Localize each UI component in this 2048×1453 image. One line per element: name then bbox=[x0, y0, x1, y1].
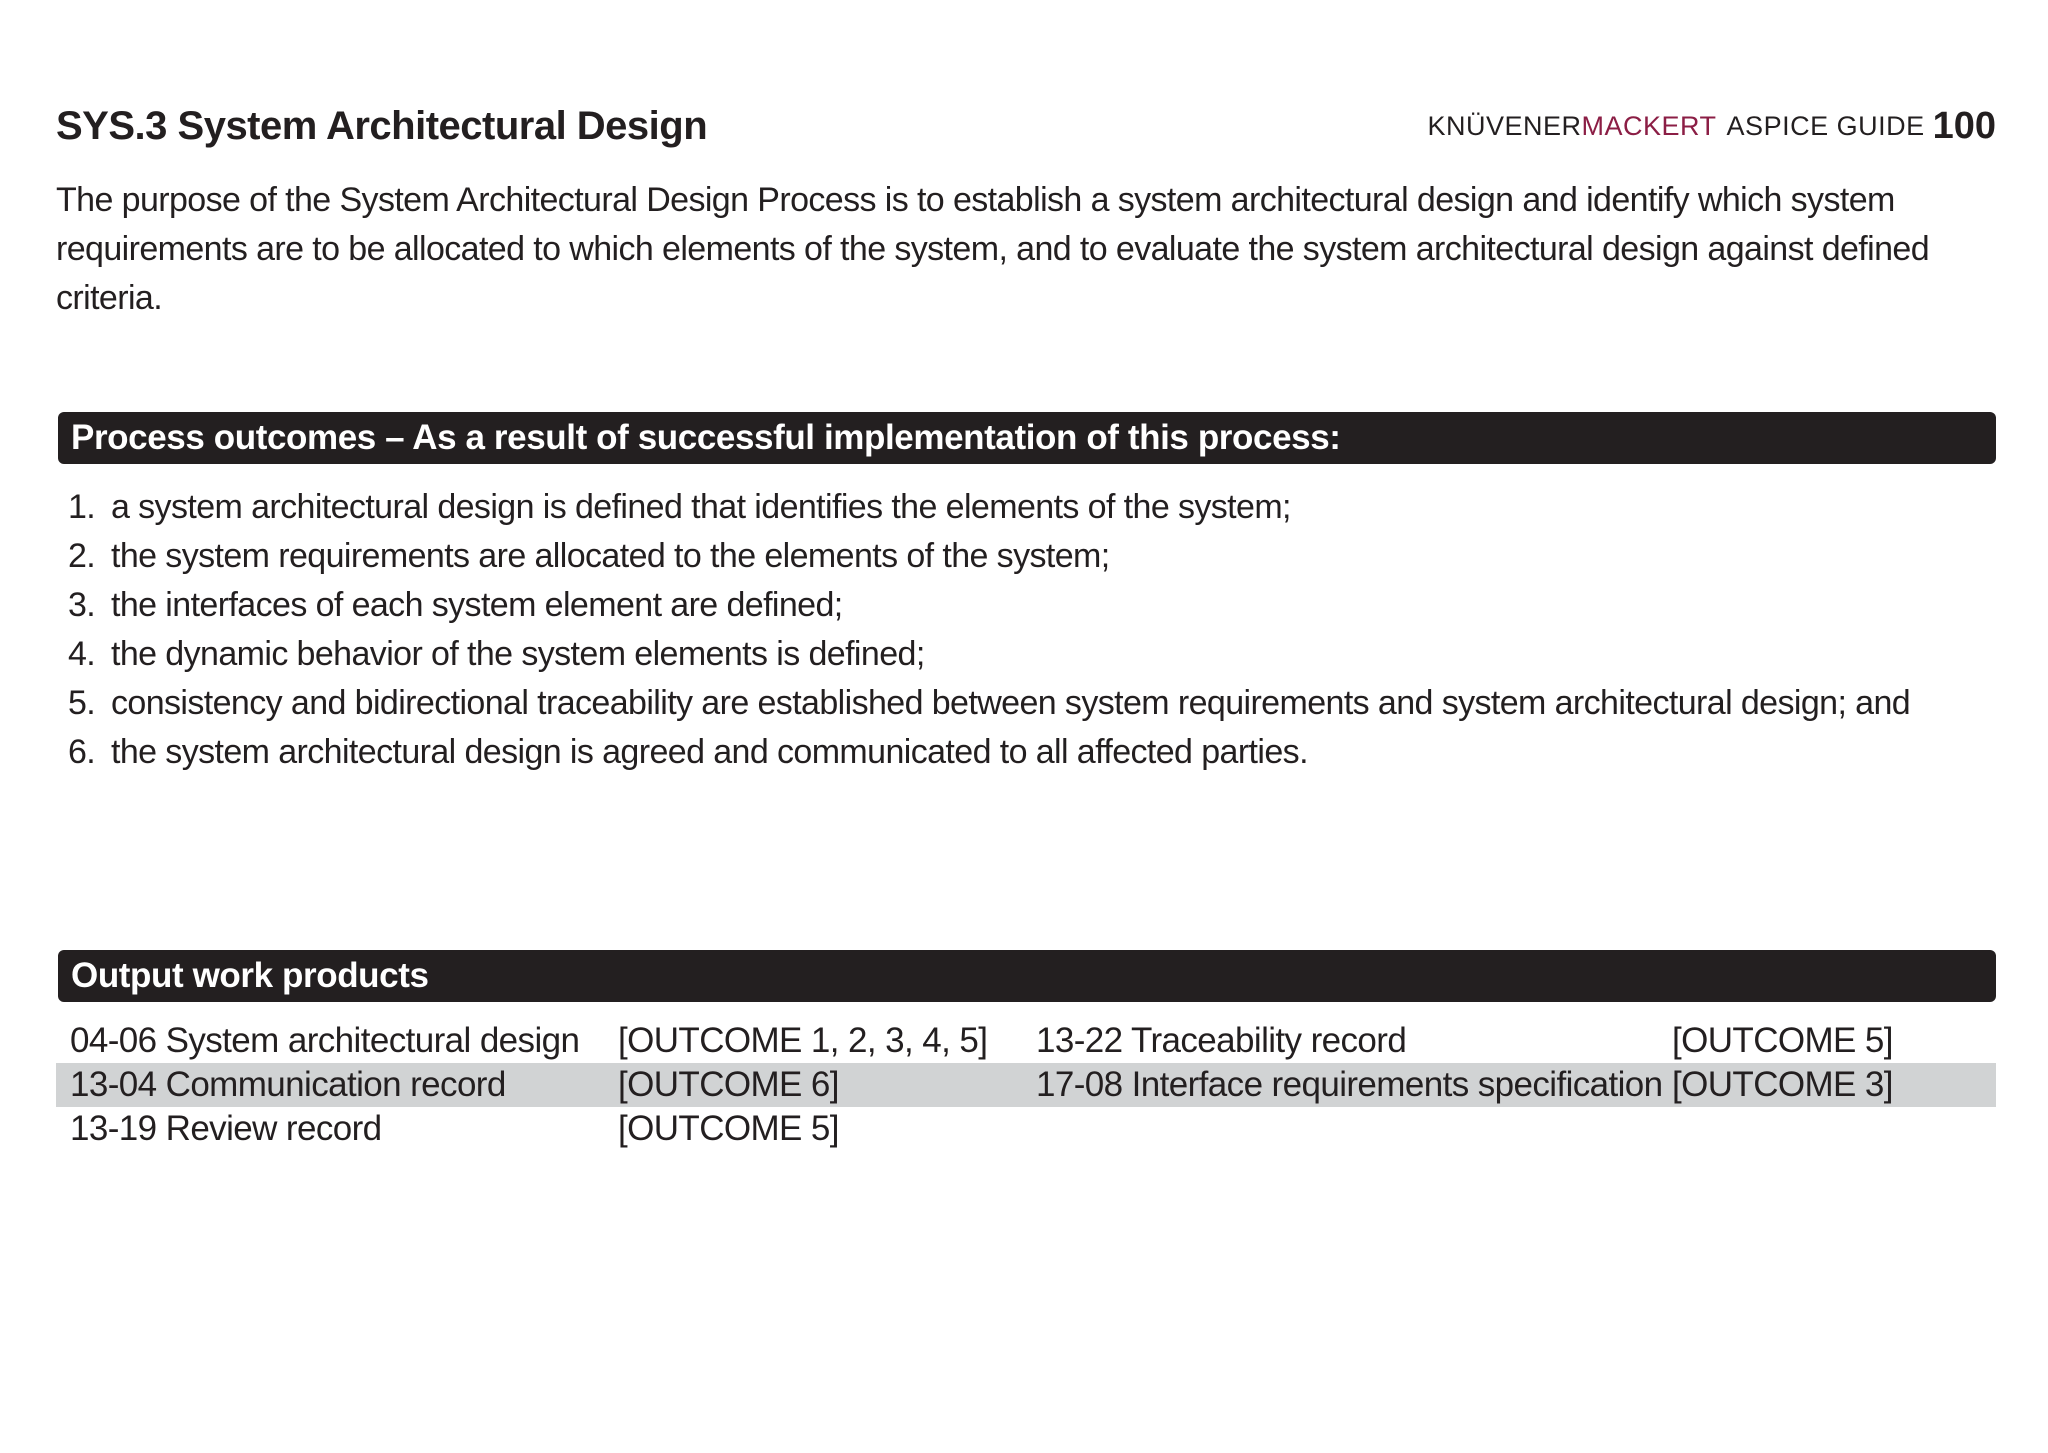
outcome-number: 5. bbox=[68, 684, 96, 722]
outcome-number: 3. bbox=[68, 586, 96, 624]
outcome-number: 6. bbox=[68, 733, 96, 771]
table-row bbox=[56, 1063, 1996, 1107]
work-product-name: 04-06 System architectural design bbox=[70, 1021, 580, 1060]
outcome-text: the system architectural design is agreed and communicated to all affected parties. bbox=[111, 733, 1308, 771]
work-product-outcomes: [OUTCOME 5] bbox=[1672, 1021, 1893, 1060]
outcome-item bbox=[68, 679, 1910, 728]
table-row bbox=[56, 1107, 1996, 1151]
work-product-name: 17-08 Interface requirements specification bbox=[1036, 1065, 1663, 1104]
work-product-outcomes: [OUTCOME 3] bbox=[1672, 1065, 1893, 1104]
work-product-name: 13-04 Communication record bbox=[70, 1065, 506, 1104]
brand-header bbox=[1427, 102, 1996, 150]
brand-guide-label: ASPICE GUIDE bbox=[1726, 110, 1925, 141]
outcome-number: 1. bbox=[68, 488, 96, 526]
outcome-text: a system architectural design is defined that identifies the elements of the system; bbox=[111, 488, 1291, 526]
outcome-item bbox=[68, 532, 1910, 581]
brand-name-first: KNÜVENER bbox=[1427, 110, 1582, 141]
work-products-table bbox=[56, 1019, 1996, 1151]
process-outcomes-heading: Process outcomes – As a result of successful implementation of this process: bbox=[58, 412, 1996, 464]
outcome-text: consistency and bidirectional traceability are established between system requirements and system architectural design; and bbox=[111, 684, 1911, 722]
page-title: SYS.3 System Architectural Design bbox=[56, 104, 708, 148]
outcome-number: 2. bbox=[68, 537, 96, 575]
work-product-outcomes: [OUTCOME 5] bbox=[618, 1109, 839, 1148]
outcome-item bbox=[68, 728, 1910, 777]
table-row bbox=[56, 1019, 1996, 1063]
outcome-item bbox=[68, 581, 1910, 630]
work-product-outcomes: [OUTCOME 6] bbox=[618, 1065, 839, 1104]
outcome-text: the dynamic behavior of the system elements is defined; bbox=[111, 635, 925, 673]
work-product-name: 13-22 Traceability record bbox=[1036, 1021, 1407, 1060]
outcomes-list bbox=[68, 483, 1910, 777]
outcome-number: 4. bbox=[68, 635, 96, 673]
outcome-text: the interfaces of each system element are defined; bbox=[111, 586, 843, 624]
output-work-products-heading: Output work products bbox=[58, 950, 1996, 1002]
outcome-item bbox=[68, 630, 1910, 679]
work-product-name: 13-19 Review record bbox=[70, 1109, 382, 1148]
outcome-text: the system requirements are allocated to the elements of the system; bbox=[111, 537, 1110, 575]
outcome-item bbox=[68, 483, 1910, 532]
page-number: 100 bbox=[1932, 104, 1996, 147]
brand-name-second: MACKERT bbox=[1581, 110, 1717, 141]
work-product-outcomes: [OUTCOME 1, 2, 3, 4, 5] bbox=[618, 1021, 988, 1060]
purpose-paragraph: The purpose of the System Architectural Design Process is to establish a system architectural design and identify which system requirements are to be allocated to which elements of the system, and to evaluate the system architectural design against defined criteria. bbox=[56, 181, 1930, 317]
